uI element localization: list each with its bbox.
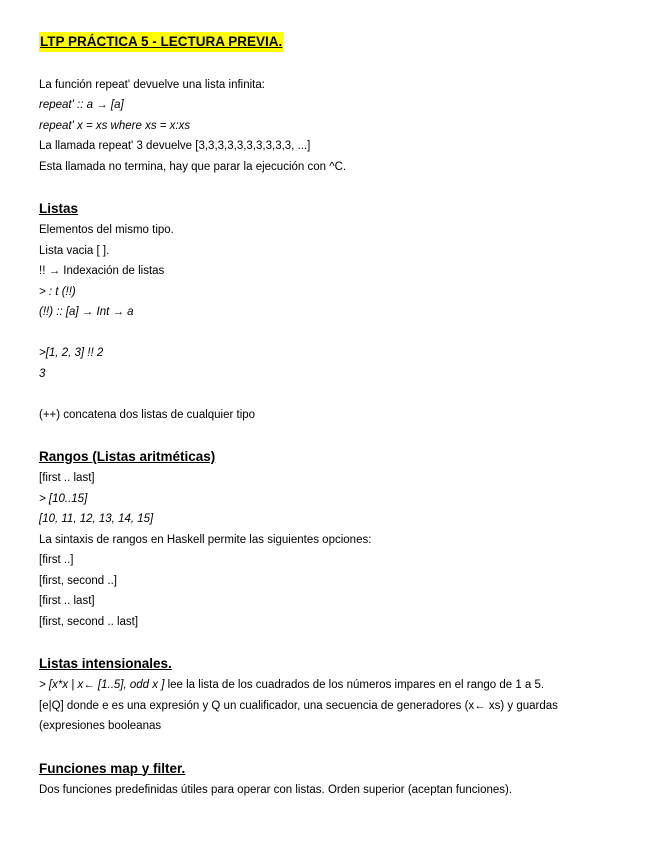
spacer: [39, 737, 639, 758]
page-title: LTP PRÁCTICA 5 - LECTURA PREVIA.: [39, 32, 283, 52]
rangos-line: [first, second ..]: [39, 574, 117, 587]
listas-line: > : t (!!): [39, 285, 76, 298]
intensionales-line: [39, 675, 639, 696]
listas-line: Elementos del mismo tipo.: [39, 224, 174, 236]
rangos-line: [10, 11, 12, 13, 14, 15]: [39, 513, 154, 525]
rangos-line: [first .. last]: [39, 595, 95, 607]
rangos-line: [first .. last]: [39, 472, 95, 484]
spacer: [39, 177, 639, 198]
spacer: [39, 425, 639, 446]
intensionales-line: [e|Q] donde e es una expresión y Q un cualificador, una secuencia de generadores (x← xs) y guardas: [39, 699, 558, 712]
spacer: [39, 54, 639, 75]
listas-line: >[1, 2, 3] !! 2: [39, 347, 104, 359]
intensionales-line: (expresiones booleanas: [39, 720, 162, 732]
listas-line: Lista vacia [ ].: [39, 244, 110, 257]
intro-line: Esta llamada no termina, hay que parar la ejecución con ^C.: [39, 160, 347, 173]
document-page: [39, 30, 639, 800]
intro-line: repeat' :: a → [a]: [39, 99, 124, 111]
listas-line: (++) concatena dos listas de cualquier tipo: [39, 408, 256, 421]
section-heading-listas: Listas: [39, 201, 79, 216]
rangos-line: [first, second .. last]: [39, 615, 139, 628]
section-heading-funciones: Funciones map y filter.: [39, 760, 186, 776]
spacer: [39, 384, 639, 405]
listas-line: (!!) :: [a] → Int → a: [39, 306, 134, 318]
rangos-line: La sintaxis de rangos en Haskell permite las siguientes opciones:: [39, 533, 372, 546]
comprehension-description: lee la lista de los cuadrados de los números impares en el rango de 1 a 5.: [164, 679, 545, 691]
funciones-line: Dos funciones predefinidas útiles para operar con listas. Orden superior (aceptan funciones).: [39, 783, 513, 796]
intro-line: La función repeat' devuelve una lista infinita:: [39, 78, 265, 91]
spacer: [39, 632, 639, 653]
listas-line: 3: [39, 367, 46, 380]
listas-line: !! → Indexación de listas: [39, 265, 165, 277]
comprehension-code: > [x*x | x← [1..5], odd x ]: [39, 679, 165, 691]
rangos-line: > [10..15]: [39, 492, 88, 505]
rangos-line: [first ..]: [39, 554, 74, 566]
section-heading-intensionales: Listas intensionales.: [39, 656, 172, 671]
intro-line: La llamada repeat' 3 devuelve [3,3,3,3,3,3,3,3,3,3, ...]: [39, 140, 311, 152]
section-heading-rangos: Rangos (Listas aritméticas): [39, 449, 216, 464]
spacer: [39, 323, 639, 344]
title-row: [39, 30, 639, 54]
intro-line: repeat' x = xs where xs = x:xs: [39, 119, 191, 132]
